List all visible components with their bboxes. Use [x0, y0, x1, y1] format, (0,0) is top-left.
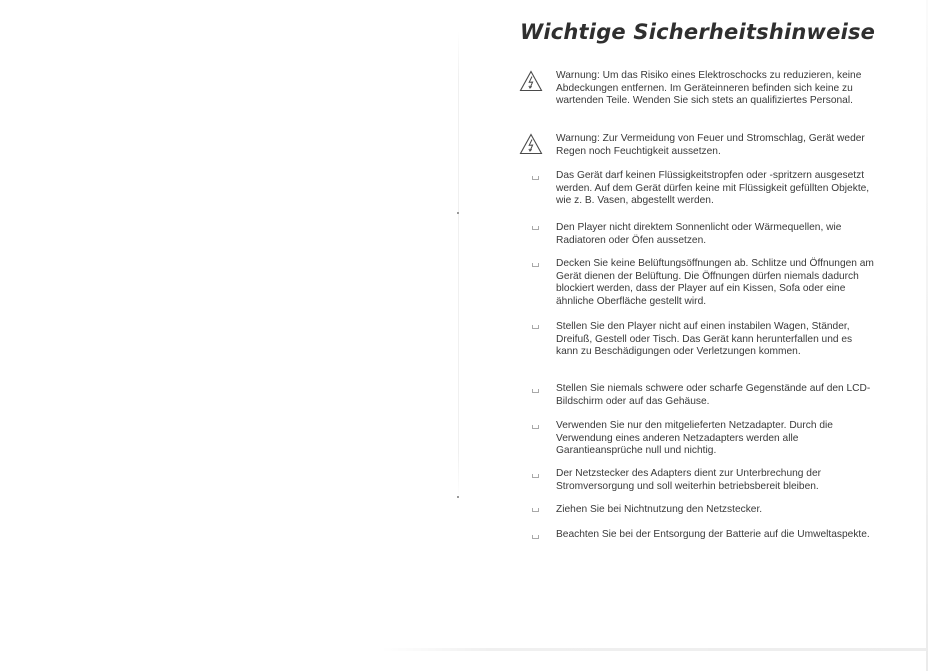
electric-shock-warning-icon: [519, 133, 543, 155]
warning-text: Warnung: Um das Risiko eines Elektroschocks zu reduzieren, keine Abdeckungen entfernen. Im Geräteinneren befinden sich keine zu wartenden Teile. Wenden Sie sich stets an qualifiziertes Personal.: [556, 70, 862, 107]
list-item: Ziehen Sie bei Nichtnutzung den Netzstecker.: [556, 504, 763, 515]
list-item: Decken Sie keine Belüftungsöffnungen ab. Schlitze und Öffnungen am Gerät dienen der Belüftung. Die Öffnungen dürfen niemals dadurch blockiert werden, dass der Player auf ein Kissen, Sofa oder eine ähnliche Oberfläche gestellt wird.: [556, 258, 874, 307]
bullet-box-icon: [532, 325, 539, 329]
bullet-box-icon: [532, 535, 539, 539]
bullet-box-icon: [532, 389, 539, 393]
scan-speck: [457, 496, 459, 498]
list-item: Verwenden Sie nur den mitgelieferten Netzadapter. Durch die Verwendung eines anderen Netzadapters werden alle Garantieansprüche null und nichtig.: [556, 420, 833, 457]
page-fold-line: [458, 30, 459, 500]
electric-shock-warning-icon: [519, 70, 543, 92]
bullet-box-icon: [532, 263, 539, 267]
list-item: Stellen Sie den Player nicht auf einen instabilen Wagen, Ständer, Dreifuß, Gestell oder Tisch. Das Gerät kann herunterfallen und es kann zu Beschädigungen oder Verletzungen kommen.: [556, 321, 853, 358]
page-edge-shadow: [926, 0, 928, 671]
bullet-box-icon: [532, 425, 539, 429]
bullet-box-icon: [532, 176, 539, 180]
warning-text: Warnung: Zur Vermeidung von Feuer und Stromschlag, Gerät weder Regen noch Feuchtigkeit aussetzen.: [556, 133, 865, 157]
list-item: Der Netzstecker des Adapters dient zur Unterbrechung der Stromversorgung und soll weiterhin betriebsbereit bleiben.: [556, 468, 822, 492]
page-title: Wichtige Sicherheitshinweise: [520, 20, 876, 44]
list-item: Den Player nicht direktem Sonnenlicht oder Wärmequellen, wie Radiatoren oder Öfen aussetzen.: [556, 222, 842, 246]
list-item: Beachten Sie bei der Entsorgung der Batterie auf die Umweltaspekte.: [556, 529, 870, 540]
list-item: Stellen Sie niemals schwere oder scharfe Gegenstände auf den LCD-Bildschirm oder auf das Gehäuse.: [556, 383, 871, 407]
bullet-box-icon: [532, 508, 539, 512]
list-item: Das Gerät darf keinen Flüssigkeitstropfen oder -spritzern ausgesetzt werden. Auf dem Gerät dürfen keine mit Flüssigkeit gefüllten Objekte, wie z. B. Vasen, abgestellt werden.: [556, 170, 870, 207]
bullet-box-icon: [532, 474, 539, 478]
scan-speck: [457, 212, 459, 214]
bullet-box-icon: [532, 226, 539, 230]
page-edge-shadow: [380, 648, 926, 651]
